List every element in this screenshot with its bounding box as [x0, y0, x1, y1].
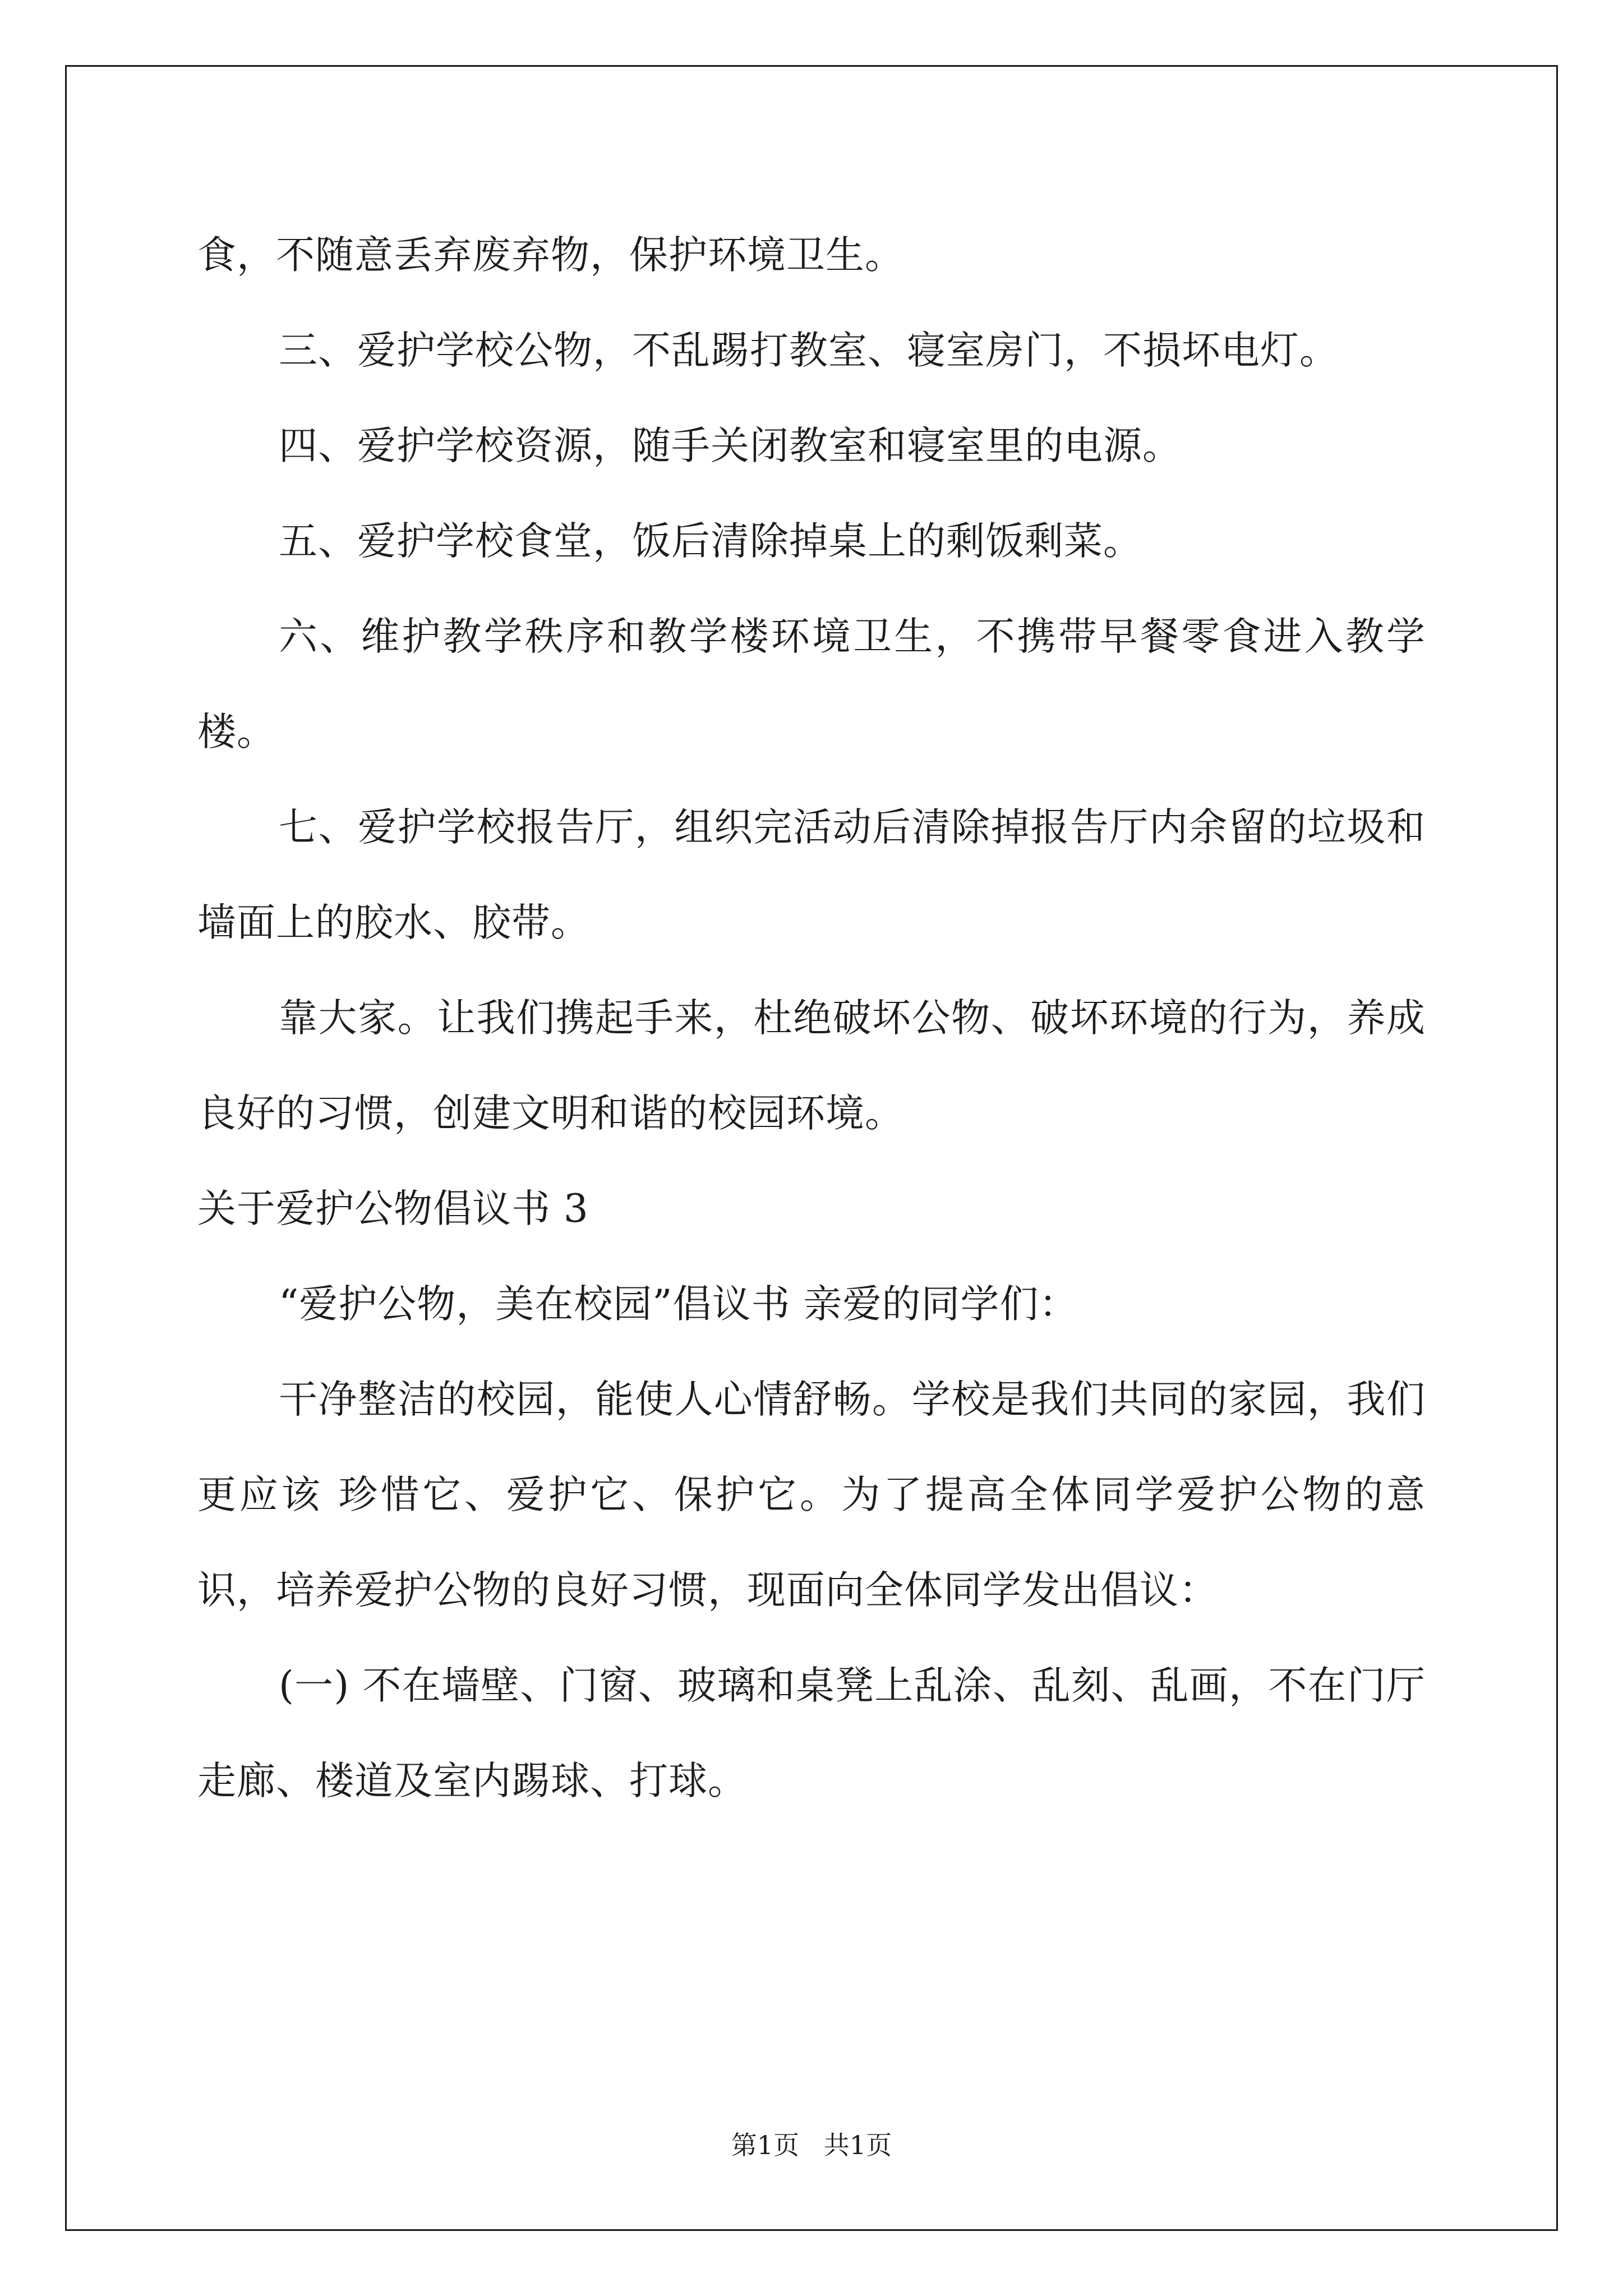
page-footer: 第1页 共1页: [731, 2130, 892, 2160]
paragraph: 食，不随意丢弃废弃物，保护环境卫生。: [197, 233, 904, 278]
paragraph: 五、爱护学校食堂，饭后清除掉桌上的剩饭剩菜。: [279, 519, 1142, 564]
paragraph: 干净整洁的校园，能使人心情舒畅。学校是我们共同的家园，我们更应该 珍惜它、爱护它、保护它。为了提高全体同学爱护公物的意识，培养爱护公物的良好习惯，现面向全体同学发出倡议：: [197, 1377, 1426, 1613]
paragraph: 六、维护教学秩序和教学楼环境卫生，不携带早餐零食进入教学楼。: [197, 614, 1426, 754]
paragraph: 七、爱护学校报告厅，组织完活动后清除掉报告厅内余留的垃圾和墙面上的胶水、胶带。: [197, 805, 1426, 945]
paragraph: 三、爱护学校公物，不乱踢打教室、寝室房门，不损坏电灯。: [279, 328, 1339, 373]
document-body: [197, 208, 1426, 1829]
section-heading: 关于爱护公物倡议书 3: [197, 1186, 589, 1231]
paragraph: (一) 不在墙壁、门窗、玻璃和桌凳上乱涂、乱刻、乱画，不在门厅走廊、楼道及室内踢球、打球。: [197, 1663, 1426, 1803]
paragraph: “爱护公物，美在校园”倡议书 亲爱的同学们：: [279, 1282, 1078, 1327]
paragraph: 靠大家。让我们携起手来，杜绝破坏公物、破坏环境的行为，养成良好的习惯，创建文明和谐的校园环境。: [197, 996, 1426, 1136]
paragraph: 四、爱护学校资源，随手关闭教室和寝室里的电源。: [279, 424, 1182, 468]
